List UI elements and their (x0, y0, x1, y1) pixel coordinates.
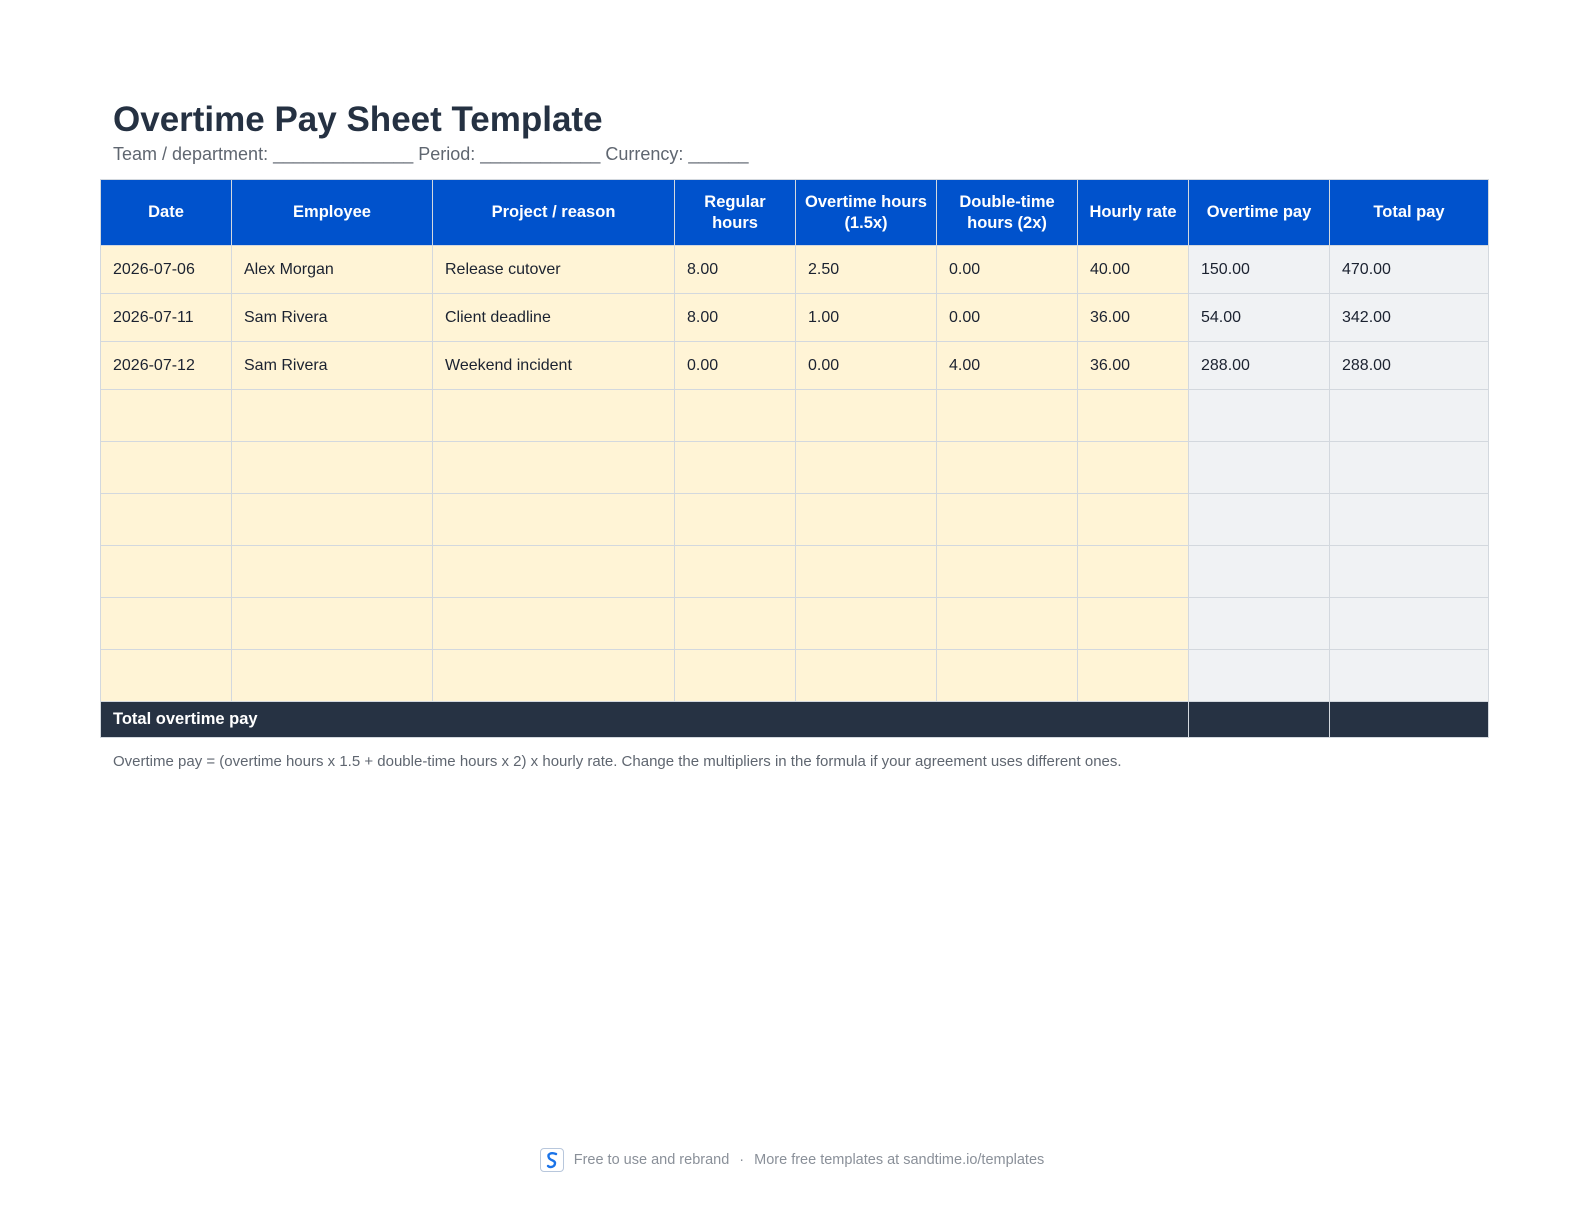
cell-total-pay[interactable]: 288.00 (1330, 342, 1489, 390)
cell-date[interactable]: 2026-07-12 (101, 342, 232, 390)
cell-date[interactable] (101, 598, 232, 650)
cell-hourly-rate[interactable] (1078, 598, 1189, 650)
cell-overtime-hours[interactable] (796, 598, 937, 650)
cell-double-time-hours[interactable]: 0.00 (937, 294, 1078, 342)
cell-regular-hours[interactable] (675, 442, 796, 494)
cell-double-time-hours[interactable] (937, 546, 1078, 598)
formula-note: Overtime pay = (overtime hours x 1.5 + double-time hours x 2) x hourly rate. Change the multipliers in the formula if your agreement uses different ones. (113, 753, 1122, 770)
cell-total-pay[interactable] (1330, 650, 1489, 702)
cell-double-time-hours[interactable] (937, 390, 1078, 442)
cell-date[interactable] (101, 546, 232, 598)
cell-double-time-hours[interactable] (937, 598, 1078, 650)
overtime-table (100, 179, 1489, 738)
header-employee: Employee (232, 180, 433, 246)
empty-row (101, 546, 1489, 598)
cell-total-pay[interactable] (1330, 494, 1489, 546)
cell-overtime-hours[interactable] (796, 546, 937, 598)
empty-row (101, 442, 1489, 494)
footer-left-text: Free to use and rebrand (573, 1152, 730, 1168)
cell-regular-hours[interactable]: 8.00 (675, 246, 796, 294)
table-row (101, 246, 1489, 294)
cell-regular-hours[interactable] (675, 546, 796, 598)
cell-project[interactable] (433, 390, 675, 442)
cell-double-time-hours[interactable] (937, 650, 1078, 702)
header-regular-hours: Regular hours (675, 180, 796, 246)
cell-overtime-pay[interactable] (1189, 650, 1330, 702)
header-double-time-hours: Double-time hours (2x) (937, 180, 1078, 246)
cell-employee[interactable]: Alex Morgan (232, 246, 433, 294)
cell-double-time-hours[interactable] (937, 442, 1078, 494)
cell-date[interactable]: 2026-07-11 (101, 294, 232, 342)
cell-regular-hours[interactable]: 8.00 (675, 294, 796, 342)
cell-overtime-pay[interactable]: 54.00 (1189, 294, 1330, 342)
cell-overtime-hours[interactable] (796, 390, 937, 442)
cell-hourly-rate[interactable] (1078, 546, 1189, 598)
cell-project[interactable]: Weekend incident (433, 342, 675, 390)
cell-total-pay[interactable] (1330, 390, 1489, 442)
cell-project[interactable] (433, 598, 675, 650)
cell-overtime-pay[interactable]: 288.00 (1189, 342, 1330, 390)
cell-hourly-rate[interactable]: 36.00 (1078, 294, 1189, 342)
cell-date[interactable] (101, 442, 232, 494)
cell-project[interactable]: Client deadline (433, 294, 675, 342)
sandtime-logo-icon (540, 1148, 564, 1172)
cell-date[interactable] (101, 650, 232, 702)
cell-project[interactable]: Release cutover (433, 246, 675, 294)
subtitle-fields: Team / department: ______________ Period: ____________ Currency: ______ (113, 144, 749, 164)
header-overtime-pay: Overtime pay (1189, 180, 1330, 246)
cell-employee[interactable] (232, 598, 433, 650)
table-row (101, 342, 1489, 390)
cell-project[interactable] (433, 494, 675, 546)
footer (0, 1148, 1584, 1172)
cell-project[interactable] (433, 650, 675, 702)
total-pay-cell[interactable] (1330, 702, 1489, 738)
total-row (101, 702, 1489, 738)
cell-employee[interactable] (232, 494, 433, 546)
cell-employee[interactable]: Sam Rivera (232, 342, 433, 390)
cell-overtime-hours[interactable] (796, 494, 937, 546)
header-hourly-rate: Hourly rate (1078, 180, 1189, 246)
header-overtime-hours: Overtime hours (1.5x) (796, 180, 937, 246)
total-overtime-pay-cell[interactable] (1189, 702, 1330, 738)
cell-double-time-hours[interactable] (937, 494, 1078, 546)
cell-overtime-hours[interactable]: 2.50 (796, 246, 937, 294)
header-total-pay: Total pay (1330, 180, 1489, 246)
table-header-row (101, 180, 1489, 246)
cell-double-time-hours[interactable]: 0.00 (937, 246, 1078, 294)
cell-total-pay[interactable] (1330, 442, 1489, 494)
cell-total-pay[interactable] (1330, 546, 1489, 598)
cell-hourly-rate[interactable] (1078, 390, 1189, 442)
cell-employee[interactable] (232, 390, 433, 442)
cell-hourly-rate[interactable]: 36.00 (1078, 342, 1189, 390)
cell-project[interactable] (433, 442, 675, 494)
cell-regular-hours[interactable] (675, 494, 796, 546)
cell-overtime-pay[interactable]: 150.00 (1189, 246, 1330, 294)
cell-overtime-hours[interactable] (796, 442, 937, 494)
page-title: Overtime Pay Sheet Template (113, 100, 603, 139)
table-row (101, 294, 1489, 342)
cell-overtime-pay[interactable] (1189, 390, 1330, 442)
cell-hourly-rate[interactable]: 40.00 (1078, 246, 1189, 294)
cell-date[interactable]: 2026-07-06 (101, 246, 232, 294)
cell-overtime-pay[interactable] (1189, 442, 1330, 494)
empty-row (101, 598, 1489, 650)
cell-employee[interactable]: Sam Rivera (232, 294, 433, 342)
cell-double-time-hours[interactable]: 4.00 (937, 342, 1078, 390)
cell-regular-hours[interactable] (675, 650, 796, 702)
cell-overtime-hours[interactable]: 1.00 (796, 294, 937, 342)
cell-hourly-rate[interactable] (1078, 442, 1189, 494)
header-project: Project / reason (433, 180, 675, 246)
cell-employee[interactable] (232, 442, 433, 494)
cell-total-pay[interactable] (1330, 598, 1489, 650)
cell-date[interactable] (101, 390, 232, 442)
cell-overtime-pay[interactable] (1189, 598, 1330, 650)
footer-link[interactable]: More free templates at sandtime.io/templates (754, 1152, 1045, 1168)
cell-regular-hours[interactable] (675, 390, 796, 442)
empty-row (101, 390, 1489, 442)
empty-row (101, 494, 1489, 546)
cell-total-pay[interactable]: 342.00 (1330, 294, 1489, 342)
cell-overtime-pay[interactable] (1189, 546, 1330, 598)
total-label: Total overtime pay (101, 702, 1189, 738)
cell-hourly-rate[interactable] (1078, 494, 1189, 546)
cell-date[interactable] (101, 494, 232, 546)
cell-total-pay[interactable]: 470.00 (1330, 246, 1489, 294)
cell-employee[interactable] (232, 546, 433, 598)
footer-separator: · (739, 1152, 745, 1168)
cell-overtime-pay[interactable] (1189, 494, 1330, 546)
cell-hourly-rate[interactable] (1078, 650, 1189, 702)
cell-project[interactable] (433, 546, 675, 598)
cell-regular-hours[interactable] (675, 598, 796, 650)
cell-overtime-hours[interactable]: 0.00 (796, 342, 937, 390)
header-date: Date (101, 180, 232, 246)
empty-row (101, 650, 1489, 702)
cell-regular-hours[interactable]: 0.00 (675, 342, 796, 390)
cell-employee[interactable] (232, 650, 433, 702)
cell-overtime-hours[interactable] (796, 650, 937, 702)
